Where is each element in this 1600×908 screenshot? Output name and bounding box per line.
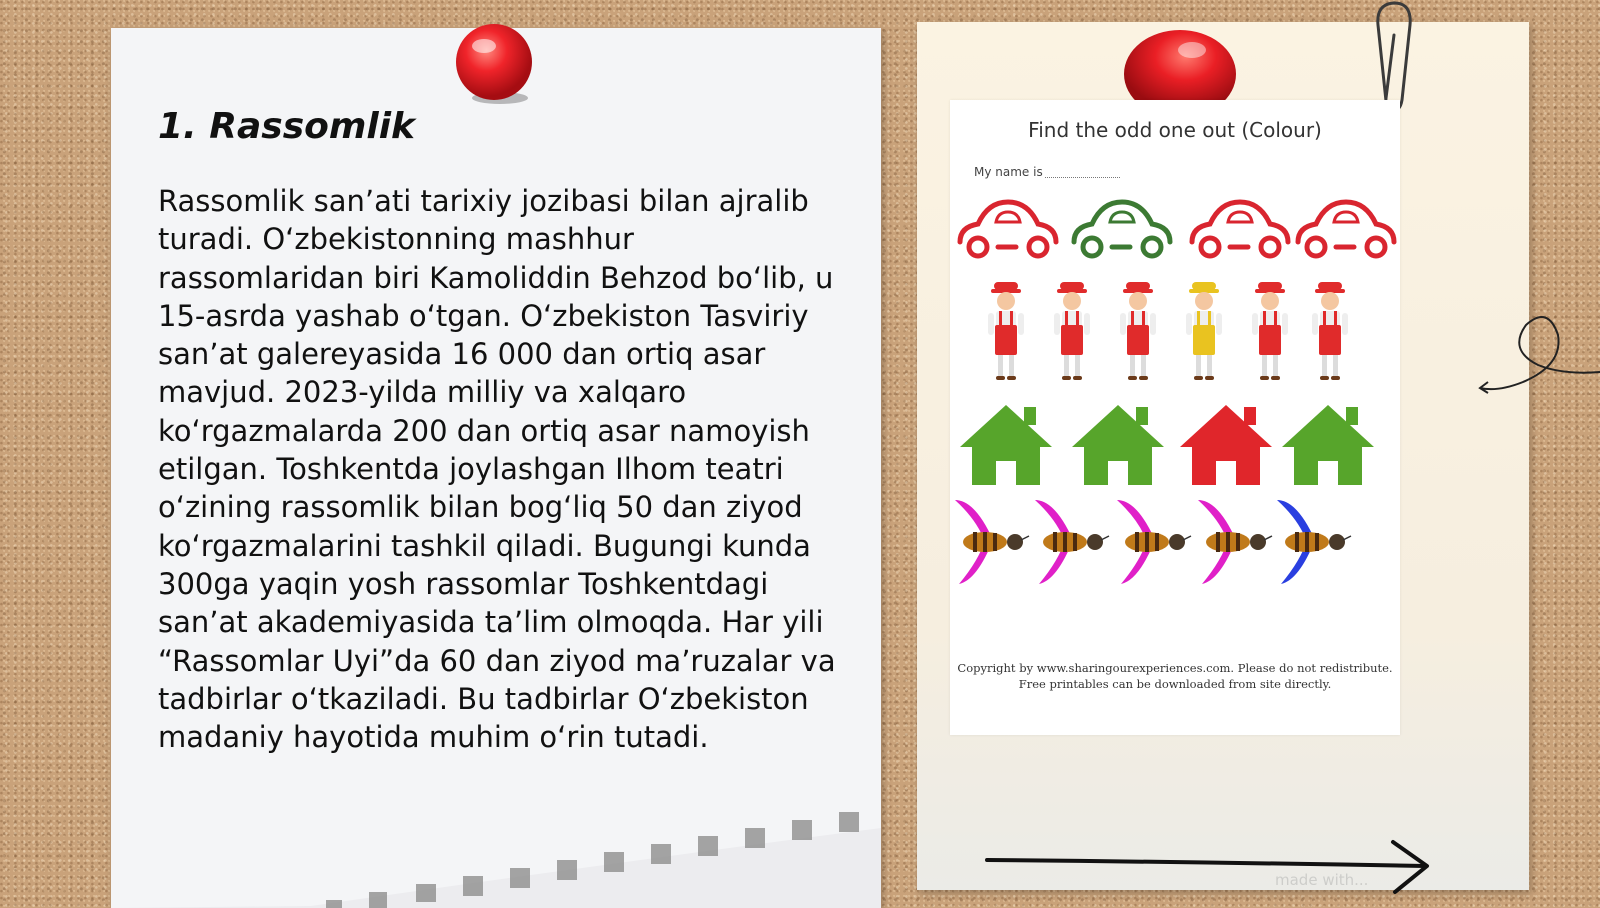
house-icon bbox=[1282, 405, 1374, 485]
car-icon bbox=[1298, 202, 1394, 256]
odd-one-out-worksheet bbox=[950, 100, 1400, 735]
arrow-right-icon bbox=[985, 838, 1445, 900]
name-line bbox=[1045, 177, 1120, 178]
boy-icon bbox=[1312, 282, 1348, 380]
worksheet-title: Find the odd one out (Colour) bbox=[1028, 118, 1322, 142]
slide-title: 1. Rassomlik bbox=[158, 106, 415, 147]
red-pushpin-icon bbox=[452, 20, 542, 110]
torn-edge-decoration bbox=[111, 788, 881, 908]
boy-icon bbox=[1054, 282, 1090, 380]
cars-row bbox=[960, 202, 1394, 256]
car-icon bbox=[960, 202, 1056, 256]
watermark-text: made with... bbox=[1275, 871, 1369, 889]
boy-icon bbox=[1120, 282, 1156, 380]
doodle-loop-icon bbox=[1478, 310, 1600, 410]
worksheet-copyright bbox=[950, 660, 1400, 692]
car-icon bbox=[1074, 202, 1170, 256]
bee-icon bbox=[955, 500, 1029, 584]
house-icon bbox=[1180, 405, 1272, 485]
boys-row bbox=[988, 282, 1348, 380]
worksheet-name-label: My name is bbox=[974, 165, 1043, 179]
red-pushpin-icon bbox=[1122, 28, 1242, 108]
left-note-sheet bbox=[111, 28, 881, 908]
bees-row bbox=[955, 500, 1351, 584]
bee-icon bbox=[1035, 500, 1109, 584]
car-icon bbox=[1192, 202, 1288, 256]
house-icon bbox=[960, 405, 1052, 485]
house-icon bbox=[1072, 405, 1164, 485]
boy-icon bbox=[1186, 282, 1222, 380]
worksheet-illustrations bbox=[950, 190, 1400, 620]
slide-body-text: Rassomlik san’ati tarixiy jozibasi bilan ajralib turadi. O‘zbekistonning mashhur rassomlaridan biri Kamoliddin Behzod bo‘lib, u 15-asrda yashab o‘tgan. O‘zbekiston Tasviriy san’at galereyasida 16 000 dan ortiq asar mavjud. 2023-yilda milliy va xalqaro ko‘rgazmalarda 200 dan ortiq asar namoyish etilgan. Toshkentda joylashgan Ilhom teatri o‘zining rassomlik bilan bog‘liq 50 dan ziyod ko‘rgazmalarini tashkil qiladi. Bugungi kunda 300ga yaqin yosh rassomlar Toshkentdagi san’at akademiyasida ta’lim olmoqda. Har yili “Rassomlar Uyi”da 60 dan ziyod ma’ruzalar va tadbirlar o‘tkaziladi. Bu tadbirlar O‘zbekiston madaniy hayotida muhim o‘rin tutadi. bbox=[158, 184, 836, 755]
copyright-line-2: Free printables can be downloaded from site directly. bbox=[1018, 677, 1332, 691]
boy-icon bbox=[1252, 282, 1288, 380]
copyright-line-1: Copyright by www.sharingourexperiences.com. Please do not redistribute. bbox=[957, 661, 1393, 675]
bee-icon bbox=[1117, 500, 1191, 584]
bee-icon bbox=[1198, 500, 1272, 584]
bee-icon bbox=[1277, 500, 1351, 584]
houses-row bbox=[960, 405, 1374, 485]
boy-icon bbox=[988, 282, 1024, 380]
